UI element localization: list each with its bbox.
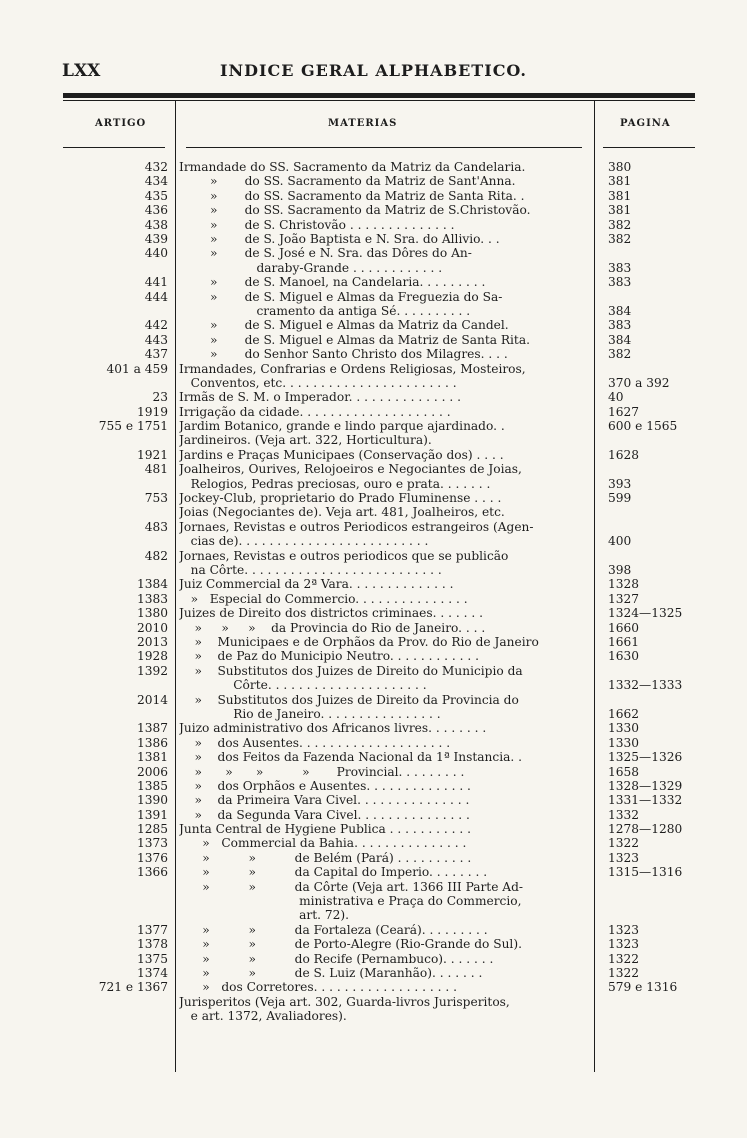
materia-cell <box>179 160 592 174</box>
materia-cell <box>179 419 592 433</box>
pagina-cell: 384 <box>608 303 632 318</box>
artigo-cell: 2014 <box>136 692 168 707</box>
materia-cell <box>179 549 592 578</box>
artigo-cell: 444 <box>144 289 168 304</box>
index-row <box>0 966 747 980</box>
pagina-cell: 382 <box>608 217 632 232</box>
materia-cell <box>179 462 592 491</box>
materia-line: » de S. Miguel e Almas da Matriz de Santa Rita. <box>179 332 530 347</box>
materia-line: Joias (Negociantes de). Veja art. 481, Joalheiros, etc. <box>179 505 505 520</box>
materia-cell <box>179 577 592 591</box>
materia-cell <box>179 952 592 966</box>
materia-cell <box>179 980 592 994</box>
index-row <box>0 765 747 779</box>
pagina-cell: 1328—1329 <box>608 778 683 793</box>
header-underline-pagina <box>603 147 695 148</box>
index-row <box>0 664 747 693</box>
pagina-cell: 1660 <box>608 620 640 635</box>
index-row <box>0 433 747 447</box>
artigo-cell: 721 e 1367 <box>98 980 168 995</box>
materia-cell <box>179 851 592 865</box>
index-row <box>0 419 747 433</box>
materia-line: » da Segunda Vara Civel. . . . . . . . . . . . . . . <box>179 807 470 822</box>
index-row <box>0 621 747 635</box>
materia-line: Rio de Janeiro. . . . . . . . . . . . . . . . <box>179 706 441 721</box>
pagina-cell: 398 <box>608 563 632 578</box>
index-row <box>0 836 747 850</box>
artigo-cell: 1384 <box>136 577 168 592</box>
page-title: INDICE GERAL ALPHABETICO. <box>220 61 527 80</box>
pagina-cell: 381 <box>608 188 632 203</box>
materia-line: » de S. Miguel e Almas da Matriz da Candel. <box>179 318 509 333</box>
materia-cell <box>179 362 592 391</box>
materia-cell <box>179 750 592 764</box>
index-row <box>0 347 747 361</box>
materia-line: ministrativa e Praça do Commercio, <box>179 894 522 909</box>
header-underline-materias <box>186 147 582 148</box>
artigo-cell: 481 <box>144 462 168 477</box>
materia-line: Jurisperitos (Veja art. 302, Guarda-livros Jurisperitos, <box>179 994 510 1009</box>
index-row <box>0 448 747 462</box>
index-row <box>0 549 747 578</box>
index-row <box>0 793 747 807</box>
artigo-cell: 753 <box>144 491 168 506</box>
pagina-cell: 1322 <box>608 836 640 851</box>
materia-line: Juizes de Direito dos districtos criminaes. . . . . . . <box>179 606 483 621</box>
materia-cell <box>179 318 592 332</box>
index-row <box>0 779 747 793</box>
materia-line: » Especial do Commercio. . . . . . . . . . . . . . . <box>179 591 468 606</box>
materia-line: na Côrte. . . . . . . . . . . . . . . . . . . . . . . . . . <box>179 563 442 578</box>
materia-cell <box>179 174 592 188</box>
materia-cell <box>179 592 592 606</box>
header-underline-artigo <box>63 147 165 148</box>
materia-cell <box>179 246 592 275</box>
materia-cell <box>179 995 592 1024</box>
pagina-cell: 1331—1332 <box>608 793 683 808</box>
artigo-cell: 437 <box>144 347 168 362</box>
index-row <box>0 462 747 491</box>
artigo-cell: 1373 <box>136 836 168 851</box>
artigo-cell: 1385 <box>136 778 168 793</box>
artigo-cell: 482 <box>144 548 168 563</box>
materia-cell <box>179 606 592 620</box>
materia-line: » do SS. Sacramento da Matriz de Santa Rita. . <box>179 188 525 203</box>
page-header <box>0 55 747 85</box>
materia-line: » » de S. Luiz (Maranhão). . . . . . . <box>179 966 483 981</box>
materia-line: Relogios, Pedras preciosas, ouro e prata. . . . . . . <box>179 476 491 491</box>
materia-cell <box>179 923 592 937</box>
pagina-cell: 1330 <box>608 735 640 750</box>
artigo-cell: 2013 <box>136 634 168 649</box>
materia-line: Conventos, etc. . . . . . . . . . . . . . . . . . . . . . . <box>179 375 457 390</box>
artigo-cell: 1390 <box>136 793 168 808</box>
index-row <box>0 880 747 923</box>
artigo-cell: 1381 <box>136 750 168 765</box>
pagina-cell: 1658 <box>608 764 640 779</box>
artigo-cell: 432 <box>144 160 168 174</box>
materia-line: » Substitutos dos Juizes de Direito do Municipio da <box>179 663 523 678</box>
materia-line: » » » da Provincia do Rio de Janeiro. . . . <box>179 620 486 635</box>
pagina-cell: 383 <box>608 318 632 333</box>
index-row <box>0 333 747 347</box>
index-row <box>0 505 747 519</box>
column-header-pagina: PAGINA <box>620 118 671 129</box>
materia-line: Juiz Commercial da 2ª Vara. . . . . . . . . . . . . . <box>179 577 454 592</box>
pagina-cell: 1323 <box>608 937 640 952</box>
pagina-cell: 599 <box>608 491 632 506</box>
pagina-cell: 1325—1326 <box>608 750 683 765</box>
header-rule-thick <box>63 93 695 98</box>
index-row <box>0 203 747 217</box>
materia-line: » da Primeira Vara Civel. . . . . . . . . . . . . . . <box>179 793 470 808</box>
materia-line: » dos Ausentes. . . . . . . . . . . . . . . . . . . . <box>179 735 451 750</box>
materia-line: Irmandades, Confrarias e Ordens Religiosas, Mosteiros, <box>179 361 526 376</box>
materia-cell <box>179 779 592 793</box>
index-row <box>0 736 747 750</box>
materia-line: » de S. Christovão . . . . . . . . . . . . . . <box>179 217 455 232</box>
materia-line: » de S. Manoel, na Candelaria. . . . . . . . . <box>179 275 486 290</box>
artigo-cell: 23 <box>152 390 168 405</box>
materia-cell <box>179 333 592 347</box>
artigo-cell: 1366 <box>136 865 168 880</box>
pagina-cell: 381 <box>608 174 632 189</box>
artigo-cell: 443 <box>144 332 168 347</box>
materia-line: » de Paz do Municipio Neutro. . . . . . . . . . . . <box>179 649 479 664</box>
pagina-cell: 1627 <box>608 404 640 419</box>
materia-cell <box>179 275 592 289</box>
materia-line: » Commercial da Bahia. . . . . . . . . . . . . . . <box>179 836 467 851</box>
pagina-cell: 1324—1325 <box>608 606 683 621</box>
materia-line: » do SS. Sacramento da Matriz de Sant'Anna. <box>179 174 516 189</box>
materia-line: » dos Orphãos e Ausentes. . . . . . . . . . . . . . <box>179 778 471 793</box>
index-row <box>0 980 747 994</box>
artigo-cell: 435 <box>144 188 168 203</box>
index-row <box>0 937 747 951</box>
pagina-cell: 1323 <box>608 850 640 865</box>
pagina-cell: 600 e 1565 <box>608 419 678 434</box>
materia-line: » » de Porto-Alegre (Rio-Grande do Sul). <box>179 937 522 952</box>
materia-cell <box>179 448 592 462</box>
artigo-cell: 438 <box>144 217 168 232</box>
pagina-cell: 1332 <box>608 807 640 822</box>
materia-cell <box>179 390 592 404</box>
index-row <box>0 822 747 836</box>
materia-line: e art. 1372, Avaliadores). <box>179 1009 347 1024</box>
materia-cell <box>179 822 592 836</box>
materia-line: » Substitutos dos Juizes de Direito da Provincia do <box>179 692 519 707</box>
index-row <box>0 174 747 188</box>
index-row <box>0 218 747 232</box>
materia-line: » » » » Provincial. . . . . . . . . <box>179 764 465 779</box>
pagina-cell: 1332—1333 <box>608 678 683 693</box>
materia-line: » do Senhor Santo Christo dos Milagres. . . . <box>179 347 508 362</box>
pagina-cell: 383 <box>608 260 632 275</box>
materia-cell <box>179 937 592 951</box>
index-row <box>0 275 747 289</box>
artigo-cell: 755 e 1751 <box>98 419 168 434</box>
pagina-cell: 383 <box>608 275 632 290</box>
index-row <box>0 995 747 1024</box>
materia-cell <box>179 203 592 217</box>
materia-cell <box>179 736 592 750</box>
index-row <box>0 721 747 735</box>
index-row <box>0 923 747 937</box>
index-row <box>0 491 747 505</box>
materia-line: daraby-Grande . . . . . . . . . . . . <box>179 260 443 275</box>
materia-line: » dos Feitos da Fazenda Nacional da 1ª Instancia. . <box>179 750 523 765</box>
index-row <box>0 808 747 822</box>
index-row <box>0 390 747 404</box>
artigo-cell: 1380 <box>136 606 168 621</box>
materia-cell <box>179 649 592 663</box>
index-row <box>0 577 747 591</box>
pagina-cell: 1628 <box>608 447 640 462</box>
materia-line: Junta Central de Hygiene Publica . . . . . . . . . . . <box>179 822 471 837</box>
pagina-cell: 1661 <box>608 634 640 649</box>
index-row <box>0 635 747 649</box>
materia-line: Jockey-Club, proprietario do Prado Fluminense . . . . <box>179 491 502 506</box>
page-number: LXX <box>62 61 101 81</box>
pagina-cell: 1630 <box>608 649 640 664</box>
materia-line: Irmãs de S. M. o Imperador. . . . . . . . . . . . . . . <box>179 390 462 405</box>
materia-line: Jardineiros. (Veja art. 322, Horticultura). <box>179 433 432 448</box>
index-row <box>0 865 747 879</box>
materia-cell <box>179 405 592 419</box>
index-row <box>0 318 747 332</box>
index-row <box>0 290 747 319</box>
index-row <box>0 750 747 764</box>
materia-cell <box>179 664 592 693</box>
artigo-cell: 1374 <box>136 966 168 981</box>
materia-cell <box>179 232 592 246</box>
pagina-cell: 393 <box>608 476 632 491</box>
index-row <box>0 520 747 549</box>
artigo-cell: 1921 <box>136 447 168 462</box>
materia-line: » de S. Miguel e Almas da Freguezia do Sa- <box>179 289 503 304</box>
artigo-cell: 1392 <box>136 663 168 678</box>
materia-cell <box>179 520 592 549</box>
materia-line: art. 72). <box>179 908 349 923</box>
pagina-cell: 400 <box>608 534 632 549</box>
artigo-cell: 1928 <box>136 649 168 664</box>
materia-line: Irmandade do SS. Sacramento da Matriz da Candelaria. <box>179 160 526 174</box>
index-row <box>0 232 747 246</box>
artigo-cell: 401 a 459 <box>106 361 168 376</box>
materia-line: Irrigação da cidade. . . . . . . . . . . . . . . . . . . . <box>179 404 451 419</box>
column-header-materias: MATERIAS <box>328 118 398 129</box>
materia-cell <box>179 966 592 980</box>
materia-cell <box>179 433 592 447</box>
materia-cell <box>179 865 592 879</box>
artigo-cell: 1391 <box>136 807 168 822</box>
materia-cell <box>179 693 592 722</box>
pagina-cell: 370 a 392 <box>608 375 670 390</box>
artigo-cell: 442 <box>144 318 168 333</box>
materia-line: Joalheiros, Ourives, Relojoeiros e Negociantes de Joias, <box>179 462 522 477</box>
materia-line: » do SS. Sacramento da Matriz de S.Christovão. <box>179 203 531 218</box>
index-row <box>0 649 747 663</box>
pagina-cell: 1315—1316 <box>608 865 683 880</box>
pagina-cell: 579 e 1316 <box>608 980 678 995</box>
artigo-cell: 2010 <box>136 620 168 635</box>
materia-cell <box>179 793 592 807</box>
index-row <box>0 952 747 966</box>
materia-line: Jornaes, Revistas e outros Periodicos estrangeiros (Agen- <box>179 519 534 534</box>
pagina-cell: 1662 <box>608 706 640 721</box>
header-rule-thin <box>63 100 695 101</box>
artigo-cell: 1383 <box>136 591 168 606</box>
index-row <box>0 362 747 391</box>
materia-line: Jardim Botanico, grande e lindo parque ajardinado. . <box>179 419 505 434</box>
materia-cell <box>179 347 592 361</box>
materia-cell <box>179 808 592 822</box>
artigo-cell: 441 <box>144 275 168 290</box>
materia-line: cramento da antiga Sé. . . . . . . . . . <box>179 303 471 318</box>
pagina-cell: 382 <box>608 231 632 246</box>
artigo-cell: 1919 <box>136 404 168 419</box>
index-row <box>0 592 747 606</box>
materia-line: » » do Recife (Pernambuco). . . . . . . <box>179 951 494 966</box>
artigo-cell: 1378 <box>136 937 168 952</box>
materia-cell <box>179 491 592 505</box>
materia-line: » de S. José e N. Sra. das Dôres do An- <box>179 246 472 261</box>
index-row <box>0 693 747 722</box>
materia-line: » de S. João Baptista e N. Sra. do Allivio. . . <box>179 231 500 246</box>
artigo-cell: 2006 <box>136 764 168 779</box>
pagina-cell: 1322 <box>608 966 640 981</box>
column-header-artigo: ARTIGO <box>95 118 147 129</box>
materia-line: Jardins e Praças Municipaes (Conservação dos) . . . . <box>179 447 504 462</box>
artigo-cell: 1386 <box>136 735 168 750</box>
materia-line: Juizo administrativo dos Africanos livres. . . . . . . . <box>179 721 487 736</box>
index-row <box>0 160 747 174</box>
pagina-cell: 380 <box>608 160 632 174</box>
pagina-cell: 1328 <box>608 577 640 592</box>
pagina-cell: 382 <box>608 347 632 362</box>
materia-cell <box>179 218 592 232</box>
pagina-cell: 40 <box>608 390 624 405</box>
materia-line: » Municipaes e de Orphãos da Prov. do Rio de Janeiro <box>179 634 539 649</box>
artigo-cell: 1387 <box>136 721 168 736</box>
materia-cell <box>179 880 592 923</box>
artigo-cell: 1377 <box>136 922 168 937</box>
materia-line: cias de). . . . . . . . . . . . . . . . . . . . . . . . . <box>179 534 429 549</box>
pagina-cell: 1330 <box>608 721 640 736</box>
artigo-cell: 483 <box>144 519 168 534</box>
pagina-cell: 1323 <box>608 922 640 937</box>
materia-cell <box>179 635 592 649</box>
materia-cell <box>179 189 592 203</box>
materia-line: Jornaes, Revistas e outros periodicos que se publicão <box>179 548 509 563</box>
materia-line: » » da Fortaleza (Ceará). . . . . . . . . <box>179 922 488 937</box>
index-row <box>0 405 747 419</box>
pagina-cell: 1322 <box>608 951 640 966</box>
artigo-cell: 1376 <box>136 850 168 865</box>
pagina-cell: 381 <box>608 203 632 218</box>
artigo-cell: 436 <box>144 203 168 218</box>
materia-line: » » de Belém (Pará) . . . . . . . . . . <box>179 850 472 865</box>
materia-line: » » da Capital do Imperio. . . . . . . . <box>179 865 488 880</box>
materia-line: » dos Corretores. . . . . . . . . . . . . . . . . . . <box>179 980 457 995</box>
materia-cell <box>179 621 592 635</box>
index-row <box>0 851 747 865</box>
artigo-cell: 439 <box>144 231 168 246</box>
pagina-cell: 384 <box>608 332 632 347</box>
artigo-cell: 1375 <box>136 951 168 966</box>
artigo-cell: 1285 <box>136 822 168 837</box>
materia-cell <box>179 721 592 735</box>
artigo-cell: 440 <box>144 246 168 261</box>
index-table <box>0 160 747 1024</box>
materia-cell <box>179 765 592 779</box>
pagina-cell: 1278—1280 <box>608 822 683 837</box>
materia-cell <box>179 290 592 319</box>
materia-line: Côrte. . . . . . . . . . . . . . . . . . . . . <box>179 678 427 693</box>
materia-cell <box>179 836 592 850</box>
materia-line: » » da Côrte (Veja art. 1366 III Parte Ad- <box>179 879 524 894</box>
artigo-cell: 434 <box>144 174 168 189</box>
pagina-cell: 1327 <box>608 591 640 606</box>
materia-cell <box>179 505 592 519</box>
index-row <box>0 246 747 275</box>
index-row <box>0 606 747 620</box>
index-row <box>0 189 747 203</box>
